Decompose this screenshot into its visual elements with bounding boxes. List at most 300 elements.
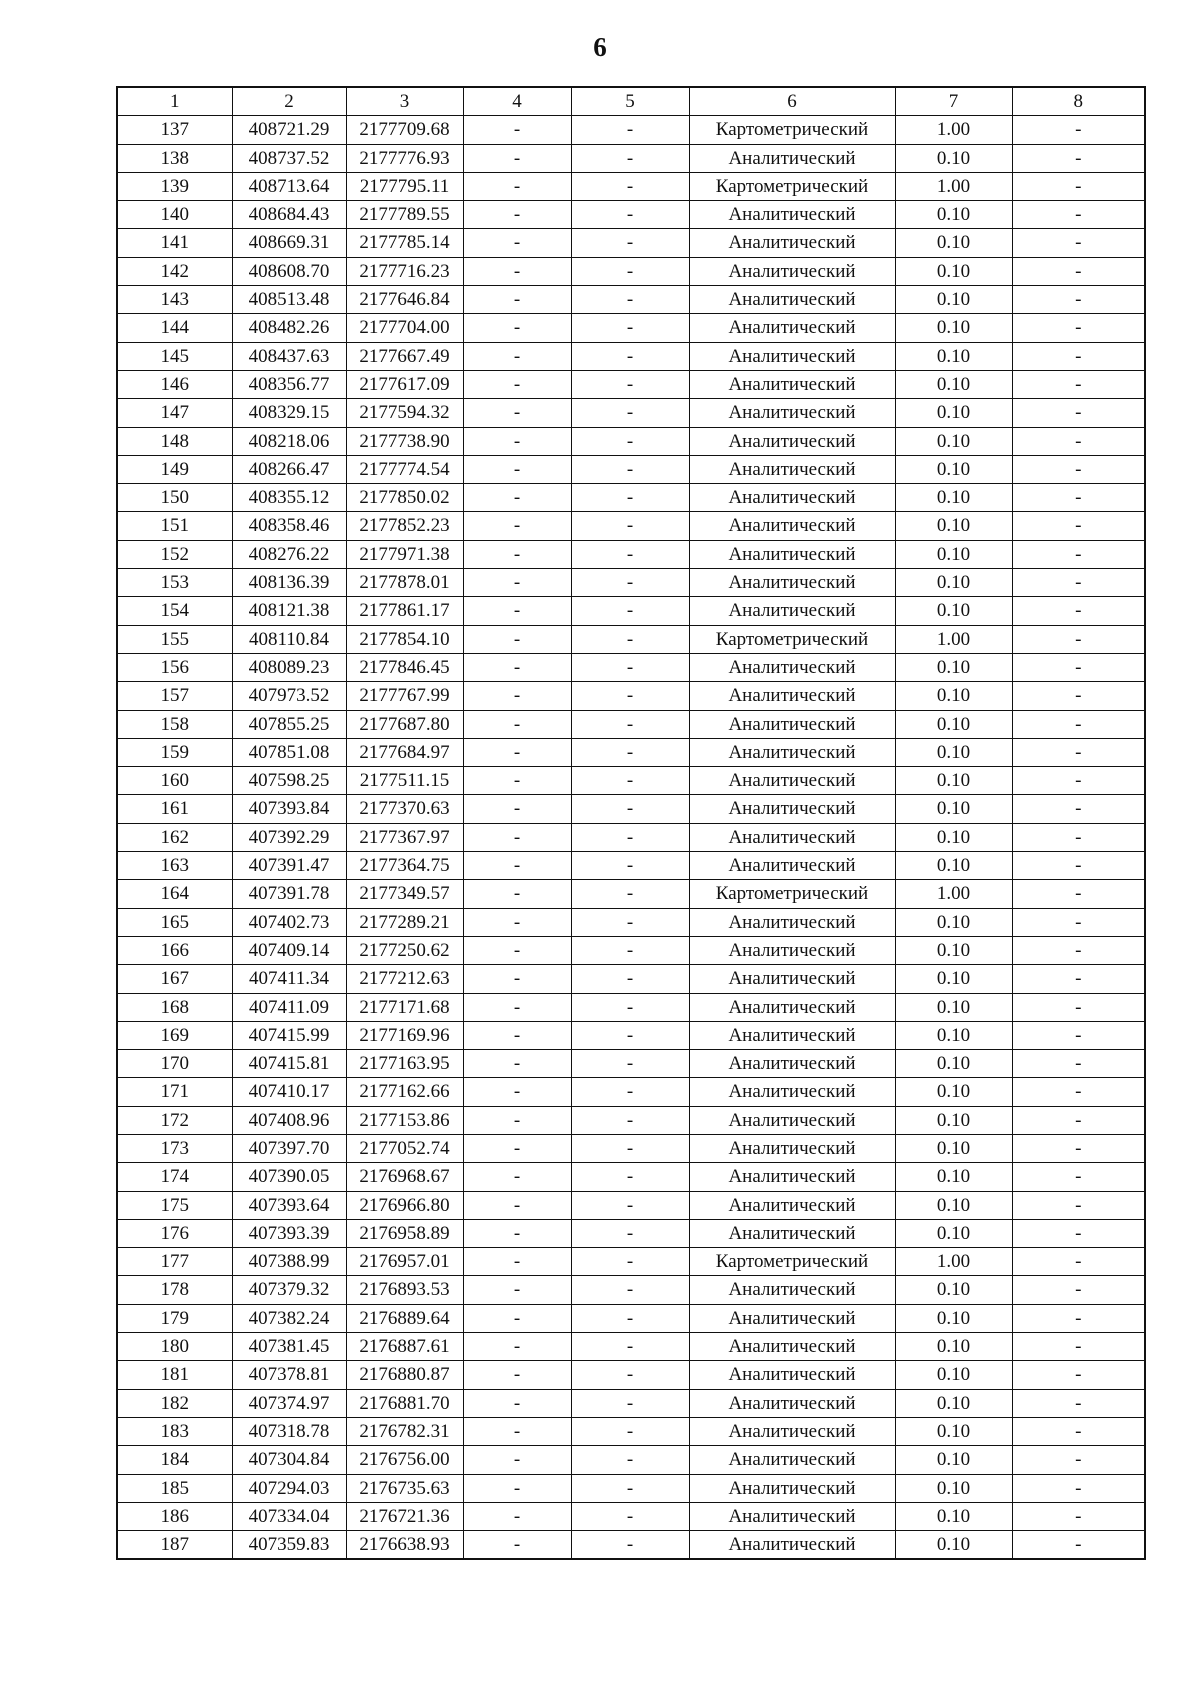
table-row (117, 399, 1145, 427)
table-row (117, 767, 1145, 795)
table-row (117, 852, 1145, 880)
method-cell: Аналитический (689, 1078, 895, 1106)
col5-value-cell: - (571, 172, 689, 200)
y-coordinate-cell: 2177162.66 (346, 1078, 463, 1106)
col4-value-cell: - (463, 1417, 571, 1445)
accuracy-cell: 0.10 (895, 229, 1012, 257)
col5-value-cell: - (571, 1333, 689, 1361)
col5-value-cell: - (571, 512, 689, 540)
point-number-cell: 163 (117, 852, 232, 880)
col4-value-cell: - (463, 314, 571, 342)
y-coordinate-cell: 2177687.80 (346, 710, 463, 738)
table-row (117, 908, 1145, 936)
table-row (117, 1106, 1145, 1134)
col4-value-cell: - (463, 1389, 571, 1417)
point-number-cell: 181 (117, 1361, 232, 1389)
col4-value-cell: - (463, 936, 571, 964)
x-coordinate-cell: 407851.08 (232, 738, 346, 766)
table-row (117, 370, 1145, 398)
column-header-5: 5 (571, 87, 689, 116)
point-number-cell: 171 (117, 1078, 232, 1106)
col5-value-cell: - (571, 427, 689, 455)
x-coordinate-cell: 407359.83 (232, 1531, 346, 1560)
col8-value-cell: - (1012, 427, 1145, 455)
col5-value-cell: - (571, 1417, 689, 1445)
x-coordinate-cell: 407397.70 (232, 1134, 346, 1162)
x-coordinate-cell: 408721.29 (232, 116, 346, 144)
x-coordinate-cell: 408713.64 (232, 172, 346, 200)
col5-value-cell: - (571, 936, 689, 964)
table-row (117, 1304, 1145, 1332)
table-row (117, 229, 1145, 257)
y-coordinate-cell: 2176968.67 (346, 1163, 463, 1191)
method-cell: Аналитический (689, 1446, 895, 1474)
method-cell: Аналитический (689, 1502, 895, 1530)
col5-value-cell: - (571, 710, 689, 738)
accuracy-cell: 0.10 (895, 1361, 1012, 1389)
table-row (117, 1191, 1145, 1219)
accuracy-cell: 0.10 (895, 569, 1012, 597)
point-number-cell: 151 (117, 512, 232, 540)
x-coordinate-cell: 407973.52 (232, 682, 346, 710)
table-row (117, 172, 1145, 200)
x-coordinate-cell: 408355.12 (232, 484, 346, 512)
accuracy-cell: 0.10 (895, 1050, 1012, 1078)
y-coordinate-cell: 2176893.53 (346, 1276, 463, 1304)
x-coordinate-cell: 407411.09 (232, 993, 346, 1021)
col8-value-cell: - (1012, 370, 1145, 398)
accuracy-cell: 0.10 (895, 1106, 1012, 1134)
x-coordinate-cell: 408608.70 (232, 257, 346, 285)
table-row (117, 116, 1145, 144)
col8-value-cell: - (1012, 1276, 1145, 1304)
x-coordinate-cell: 407304.84 (232, 1446, 346, 1474)
y-coordinate-cell: 2177171.68 (346, 993, 463, 1021)
col8-value-cell: - (1012, 512, 1145, 540)
col5-value-cell: - (571, 1361, 689, 1389)
table-row (117, 1021, 1145, 1049)
method-cell: Картометрический (689, 880, 895, 908)
x-coordinate-cell: 407409.14 (232, 936, 346, 964)
table-row (117, 936, 1145, 964)
x-coordinate-cell: 408329.15 (232, 399, 346, 427)
table-row (117, 1276, 1145, 1304)
point-number-cell: 179 (117, 1304, 232, 1332)
col5-value-cell: - (571, 314, 689, 342)
col8-value-cell: - (1012, 852, 1145, 880)
accuracy-cell: 0.10 (895, 1134, 1012, 1162)
col4-value-cell: - (463, 1531, 571, 1560)
table-row (117, 286, 1145, 314)
table-row (117, 201, 1145, 229)
table-row (117, 512, 1145, 540)
y-coordinate-cell: 2177667.49 (346, 342, 463, 370)
accuracy-cell: 0.10 (895, 1304, 1012, 1332)
x-coordinate-cell: 408482.26 (232, 314, 346, 342)
y-coordinate-cell: 2177169.96 (346, 1021, 463, 1049)
method-cell: Аналитический (689, 1163, 895, 1191)
col8-value-cell: - (1012, 1134, 1145, 1162)
col8-value-cell: - (1012, 1021, 1145, 1049)
method-cell: Аналитический (689, 484, 895, 512)
y-coordinate-cell: 2177684.97 (346, 738, 463, 766)
point-number-cell: 150 (117, 484, 232, 512)
table-row (117, 1134, 1145, 1162)
table-row (117, 653, 1145, 681)
method-cell: Аналитический (689, 710, 895, 738)
point-number-cell: 138 (117, 144, 232, 172)
y-coordinate-cell: 2177846.45 (346, 653, 463, 681)
col8-value-cell: - (1012, 1191, 1145, 1219)
y-coordinate-cell: 2176638.93 (346, 1531, 463, 1560)
y-coordinate-cell: 2177163.95 (346, 1050, 463, 1078)
col5-value-cell: - (571, 1106, 689, 1134)
table-row (117, 1333, 1145, 1361)
col5-value-cell: - (571, 653, 689, 681)
col4-value-cell: - (463, 767, 571, 795)
accuracy-cell: 1.00 (895, 1248, 1012, 1276)
col8-value-cell: - (1012, 597, 1145, 625)
col5-value-cell: - (571, 823, 689, 851)
point-number-cell: 166 (117, 936, 232, 964)
col8-value-cell: - (1012, 229, 1145, 257)
col4-value-cell: - (463, 1219, 571, 1247)
accuracy-cell: 0.10 (895, 484, 1012, 512)
col4-value-cell: - (463, 1050, 571, 1078)
accuracy-cell: 0.10 (895, 1389, 1012, 1417)
col4-value-cell: - (463, 823, 571, 851)
table-row (117, 455, 1145, 483)
accuracy-cell: 0.10 (895, 370, 1012, 398)
col8-value-cell: - (1012, 144, 1145, 172)
col8-value-cell: - (1012, 908, 1145, 936)
col5-value-cell: - (571, 370, 689, 398)
y-coordinate-cell: 2177774.54 (346, 455, 463, 483)
col5-value-cell: - (571, 1021, 689, 1049)
col5-value-cell: - (571, 286, 689, 314)
x-coordinate-cell: 407410.17 (232, 1078, 346, 1106)
accuracy-cell: 0.10 (895, 1417, 1012, 1445)
col8-value-cell: - (1012, 116, 1145, 144)
point-number-cell: 139 (117, 172, 232, 200)
y-coordinate-cell: 2177617.09 (346, 370, 463, 398)
col4-value-cell: - (463, 1304, 571, 1332)
method-cell: Аналитический (689, 1304, 895, 1332)
point-number-cell: 176 (117, 1219, 232, 1247)
col4-value-cell: - (463, 965, 571, 993)
x-coordinate-cell: 407318.78 (232, 1417, 346, 1445)
point-number-cell: 158 (117, 710, 232, 738)
col4-value-cell: - (463, 993, 571, 1021)
method-cell: Аналитический (689, 144, 895, 172)
accuracy-cell: 0.10 (895, 823, 1012, 851)
accuracy-cell: 0.10 (895, 455, 1012, 483)
table-body (117, 116, 1145, 1560)
method-cell: Аналитический (689, 1474, 895, 1502)
col8-value-cell: - (1012, 1163, 1145, 1191)
point-number-cell: 186 (117, 1502, 232, 1530)
table-row (117, 738, 1145, 766)
col4-value-cell: - (463, 1134, 571, 1162)
method-cell: Аналитический (689, 512, 895, 540)
x-coordinate-cell: 407334.04 (232, 1502, 346, 1530)
x-coordinate-cell: 408218.06 (232, 427, 346, 455)
col5-value-cell: - (571, 116, 689, 144)
accuracy-cell: 0.10 (895, 908, 1012, 936)
col4-value-cell: - (463, 427, 571, 455)
y-coordinate-cell: 2177364.75 (346, 852, 463, 880)
point-number-cell: 146 (117, 370, 232, 398)
col5-value-cell: - (571, 569, 689, 597)
table-row (117, 993, 1145, 1021)
col4-value-cell: - (463, 172, 571, 200)
column-header-4: 4 (463, 87, 571, 116)
y-coordinate-cell: 2177854.10 (346, 625, 463, 653)
x-coordinate-cell: 408669.31 (232, 229, 346, 257)
method-cell: Картометрический (689, 116, 895, 144)
accuracy-cell: 0.10 (895, 795, 1012, 823)
point-number-cell: 144 (117, 314, 232, 342)
y-coordinate-cell: 2176889.64 (346, 1304, 463, 1332)
col4-value-cell: - (463, 1276, 571, 1304)
col8-value-cell: - (1012, 201, 1145, 229)
col4-value-cell: - (463, 1078, 571, 1106)
point-number-cell: 148 (117, 427, 232, 455)
col5-value-cell: - (571, 1191, 689, 1219)
accuracy-cell: 0.10 (895, 1474, 1012, 1502)
point-number-cell: 156 (117, 653, 232, 681)
x-coordinate-cell: 408121.38 (232, 597, 346, 625)
x-coordinate-cell: 408110.84 (232, 625, 346, 653)
point-number-cell: 187 (117, 1531, 232, 1560)
x-coordinate-cell: 407378.81 (232, 1361, 346, 1389)
col5-value-cell: - (571, 625, 689, 653)
method-cell: Аналитический (689, 936, 895, 964)
method-cell: Аналитический (689, 286, 895, 314)
y-coordinate-cell: 2177785.14 (346, 229, 463, 257)
x-coordinate-cell: 407391.47 (232, 852, 346, 880)
accuracy-cell: 1.00 (895, 880, 1012, 908)
y-coordinate-cell: 2177153.86 (346, 1106, 463, 1134)
col8-value-cell: - (1012, 1502, 1145, 1530)
table-row (117, 1248, 1145, 1276)
col8-value-cell: - (1012, 1219, 1145, 1247)
method-cell: Аналитический (689, 908, 895, 936)
accuracy-cell: 0.10 (895, 540, 1012, 568)
col8-value-cell: - (1012, 738, 1145, 766)
col8-value-cell: - (1012, 455, 1145, 483)
accuracy-cell: 0.10 (895, 852, 1012, 880)
col4-value-cell: - (463, 257, 571, 285)
col5-value-cell: - (571, 965, 689, 993)
y-coordinate-cell: 2176958.89 (346, 1219, 463, 1247)
col5-value-cell: - (571, 229, 689, 257)
point-number-cell: 155 (117, 625, 232, 653)
point-number-cell: 175 (117, 1191, 232, 1219)
header-row (117, 87, 1145, 116)
y-coordinate-cell: 2177861.17 (346, 597, 463, 625)
col8-value-cell: - (1012, 682, 1145, 710)
col4-value-cell: - (463, 738, 571, 766)
accuracy-cell: 0.10 (895, 993, 1012, 1021)
col8-value-cell: - (1012, 1248, 1145, 1276)
col4-value-cell: - (463, 1446, 571, 1474)
y-coordinate-cell: 2176721.36 (346, 1502, 463, 1530)
x-coordinate-cell: 407411.34 (232, 965, 346, 993)
col8-value-cell: - (1012, 936, 1145, 964)
point-number-cell: 183 (117, 1417, 232, 1445)
x-coordinate-cell: 407294.03 (232, 1474, 346, 1502)
col4-value-cell: - (463, 880, 571, 908)
col4-value-cell: - (463, 1191, 571, 1219)
accuracy-cell: 0.10 (895, 1078, 1012, 1106)
y-coordinate-cell: 2177709.68 (346, 116, 463, 144)
method-cell: Аналитический (689, 993, 895, 1021)
col5-value-cell: - (571, 1163, 689, 1191)
col8-value-cell: - (1012, 1106, 1145, 1134)
col4-value-cell: - (463, 597, 571, 625)
y-coordinate-cell: 2176881.70 (346, 1389, 463, 1417)
col5-value-cell: - (571, 455, 689, 483)
col8-value-cell: - (1012, 993, 1145, 1021)
x-coordinate-cell: 407415.99 (232, 1021, 346, 1049)
col5-value-cell: - (571, 1446, 689, 1474)
table-row (117, 965, 1145, 993)
method-cell: Аналитический (689, 427, 895, 455)
col5-value-cell: - (571, 1474, 689, 1502)
col5-value-cell: - (571, 1134, 689, 1162)
col4-value-cell: - (463, 342, 571, 370)
table-row (117, 1502, 1145, 1530)
table-row (117, 257, 1145, 285)
point-number-cell: 169 (117, 1021, 232, 1049)
table-row (117, 144, 1145, 172)
y-coordinate-cell: 2177646.84 (346, 286, 463, 314)
point-number-cell: 162 (117, 823, 232, 851)
x-coordinate-cell: 408276.22 (232, 540, 346, 568)
method-cell: Аналитический (689, 1531, 895, 1560)
table-row (117, 1417, 1145, 1445)
y-coordinate-cell: 2177212.63 (346, 965, 463, 993)
col4-value-cell: - (463, 144, 571, 172)
col5-value-cell: - (571, 880, 689, 908)
point-number-cell: 137 (117, 116, 232, 144)
table-row (117, 1474, 1145, 1502)
point-number-cell: 140 (117, 201, 232, 229)
y-coordinate-cell: 2176756.00 (346, 1446, 463, 1474)
method-cell: Аналитический (689, 1361, 895, 1389)
y-coordinate-cell: 2177767.99 (346, 682, 463, 710)
method-cell: Аналитический (689, 1389, 895, 1417)
y-coordinate-cell: 2177250.62 (346, 936, 463, 964)
col5-value-cell: - (571, 1531, 689, 1560)
x-coordinate-cell: 407381.45 (232, 1333, 346, 1361)
col5-value-cell: - (571, 682, 689, 710)
col5-value-cell: - (571, 342, 689, 370)
x-coordinate-cell: 408437.63 (232, 342, 346, 370)
col5-value-cell: - (571, 201, 689, 229)
method-cell: Аналитический (689, 1276, 895, 1304)
y-coordinate-cell: 2177704.00 (346, 314, 463, 342)
accuracy-cell: 0.10 (895, 144, 1012, 172)
method-cell: Аналитический (689, 399, 895, 427)
method-cell: Аналитический (689, 370, 895, 398)
table-row (117, 342, 1145, 370)
y-coordinate-cell: 2177850.02 (346, 484, 463, 512)
point-number-cell: 147 (117, 399, 232, 427)
col4-value-cell: - (463, 1106, 571, 1134)
col4-value-cell: - (463, 1502, 571, 1530)
col8-value-cell: - (1012, 795, 1145, 823)
point-number-cell: 142 (117, 257, 232, 285)
col5-value-cell: - (571, 1502, 689, 1530)
x-coordinate-cell: 408266.47 (232, 455, 346, 483)
accuracy-cell: 0.10 (895, 1502, 1012, 1530)
accuracy-cell: 0.10 (895, 201, 1012, 229)
y-coordinate-cell: 2177289.21 (346, 908, 463, 936)
accuracy-cell: 0.10 (895, 1191, 1012, 1219)
col5-value-cell: - (571, 597, 689, 625)
accuracy-cell: 0.10 (895, 314, 1012, 342)
col4-value-cell: - (463, 653, 571, 681)
table-row (117, 1219, 1145, 1247)
x-coordinate-cell: 407391.78 (232, 880, 346, 908)
col4-value-cell: - (463, 682, 571, 710)
method-cell: Аналитический (689, 653, 895, 681)
col5-value-cell: - (571, 738, 689, 766)
col8-value-cell: - (1012, 172, 1145, 200)
col4-value-cell: - (463, 286, 571, 314)
col4-value-cell: - (463, 1474, 571, 1502)
point-number-cell: 172 (117, 1106, 232, 1134)
accuracy-cell: 0.10 (895, 710, 1012, 738)
point-number-cell: 177 (117, 1248, 232, 1276)
coordinates-table (116, 86, 1146, 1560)
x-coordinate-cell: 407388.99 (232, 1248, 346, 1276)
col5-value-cell: - (571, 1248, 689, 1276)
x-coordinate-cell: 408089.23 (232, 653, 346, 681)
method-cell: Аналитический (689, 314, 895, 342)
page-number: 6 (593, 32, 607, 62)
x-coordinate-cell: 407392.29 (232, 823, 346, 851)
accuracy-cell: 0.10 (895, 1446, 1012, 1474)
y-coordinate-cell: 2177776.93 (346, 144, 463, 172)
col8-value-cell: - (1012, 653, 1145, 681)
x-coordinate-cell: 408358.46 (232, 512, 346, 540)
method-cell: Картометрический (689, 172, 895, 200)
accuracy-cell: 0.10 (895, 738, 1012, 766)
accuracy-cell: 0.10 (895, 965, 1012, 993)
column-header-7: 7 (895, 87, 1012, 116)
accuracy-cell: 1.00 (895, 625, 1012, 653)
accuracy-cell: 0.10 (895, 936, 1012, 964)
column-header-1: 1 (117, 87, 232, 116)
method-cell: Аналитический (689, 738, 895, 766)
table-row (117, 540, 1145, 568)
method-cell: Картометрический (689, 1248, 895, 1276)
method-cell: Аналитический (689, 795, 895, 823)
col8-value-cell: - (1012, 399, 1145, 427)
col8-value-cell: - (1012, 1389, 1145, 1417)
method-cell: Аналитический (689, 767, 895, 795)
x-coordinate-cell: 407382.24 (232, 1304, 346, 1332)
col4-value-cell: - (463, 1333, 571, 1361)
y-coordinate-cell: 2177716.23 (346, 257, 463, 285)
x-coordinate-cell: 407855.25 (232, 710, 346, 738)
x-coordinate-cell: 407374.97 (232, 1389, 346, 1417)
table-row (117, 1446, 1145, 1474)
col4-value-cell: - (463, 370, 571, 398)
